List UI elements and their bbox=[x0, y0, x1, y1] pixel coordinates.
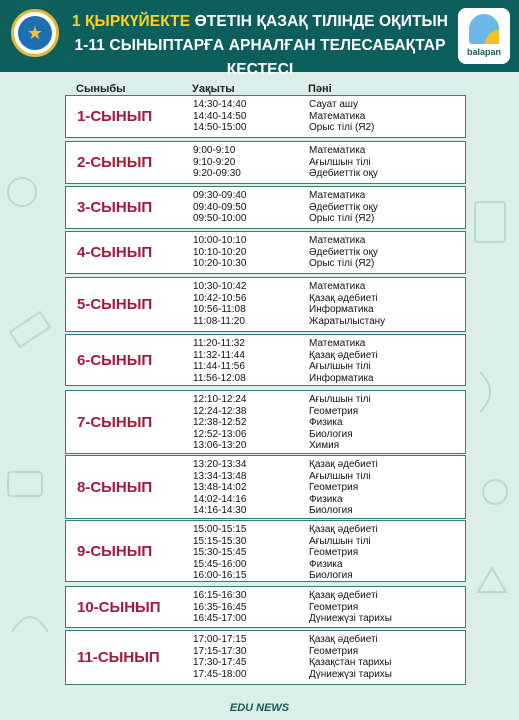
title-line-1 bbox=[70, 10, 450, 34]
subject: Информатика bbox=[309, 304, 374, 315]
subject: Ағылшын тілі bbox=[309, 361, 371, 372]
subject: Дүниежүзі тарихы bbox=[309, 668, 392, 680]
class-label: 5-СЫНЫП bbox=[77, 296, 153, 313]
subject-list bbox=[309, 99, 374, 134]
ministry-emblem bbox=[11, 9, 59, 57]
class-label: 9-СЫНЫП bbox=[77, 542, 153, 560]
time-list bbox=[193, 99, 246, 134]
subject: Ағылшын тілі bbox=[309, 470, 371, 482]
subject: Математика bbox=[309, 281, 366, 292]
time-slot: 14:02-14:16 bbox=[193, 493, 247, 505]
schedule-row-7 bbox=[65, 390, 466, 454]
time-list bbox=[193, 394, 246, 452]
subject-list bbox=[309, 145, 378, 180]
subject: Математика bbox=[309, 110, 366, 122]
subject: Орыс тілі (Я2) bbox=[309, 122, 375, 133]
subject: Геометрия bbox=[309, 601, 359, 613]
schedule-row-1 bbox=[65, 95, 466, 138]
schedule-row-11 bbox=[65, 630, 466, 685]
subject: Физика bbox=[309, 493, 343, 505]
time-slot: 9:00-9:10 bbox=[193, 145, 236, 156]
time-list bbox=[193, 459, 246, 517]
class-label: 7-СЫНЫП bbox=[77, 413, 153, 431]
schedule-row-3 bbox=[65, 186, 466, 229]
class-label: 3-СЫНЫП bbox=[77, 199, 153, 216]
time-list bbox=[193, 524, 246, 582]
time-slot: 10:00-10:10 bbox=[193, 235, 247, 246]
class-label: 1-СЫНЫП bbox=[77, 108, 153, 125]
subject: Әдебиеттік оқу bbox=[309, 201, 378, 213]
time-slot: 9:20-09:30 bbox=[193, 168, 241, 179]
time-slot: 14:30-14:40 bbox=[193, 99, 247, 110]
subject: Сауат ашу bbox=[309, 99, 358, 110]
emblem-star-icon: ★ bbox=[18, 16, 52, 50]
time-slot: 17:45-18:00 bbox=[193, 668, 247, 680]
subject: Математика bbox=[309, 145, 366, 156]
subject: Геометрия bbox=[309, 645, 359, 657]
title-date-highlight: 1 ҚЫРКҮЙЕКТЕ bbox=[71, 13, 191, 30]
time-slot: 09:30-09:40 bbox=[193, 190, 247, 201]
subject: Дүниежүзі тарихы bbox=[309, 613, 392, 624]
time-list bbox=[193, 145, 241, 180]
time-slot: 11:08-11:20 bbox=[193, 315, 245, 327]
balapan-logo-icon bbox=[469, 14, 499, 44]
class-label: 4-СЫНЫП bbox=[77, 244, 153, 261]
column-header-class: Сыныбы bbox=[76, 83, 126, 95]
subject: Әдебиеттік оқу bbox=[309, 168, 378, 179]
subject-list bbox=[309, 190, 378, 225]
time-list bbox=[193, 338, 246, 384]
schedule-row-6 bbox=[65, 334, 466, 386]
title-line-2: 1-11 СЫНЫПТАРҒА АРНАЛҒАН ТЕЛЕСАБАҚТАР КЕСТЕСІ bbox=[74, 37, 446, 78]
time-slot: 17:30-17:45 bbox=[193, 657, 247, 668]
schedule-row-8 bbox=[65, 455, 466, 519]
subject: Орыс тілі (Я2) bbox=[309, 258, 375, 269]
time-slot: 15:45-16:00 bbox=[193, 558, 247, 570]
subject-list bbox=[309, 338, 378, 384]
time-slot: 13:48-14:02 bbox=[193, 482, 247, 493]
class-label: 6-СЫНЫП bbox=[77, 351, 153, 369]
subject-list bbox=[309, 524, 378, 582]
subject: Геометрия bbox=[309, 482, 359, 493]
schedule-row-9 bbox=[65, 520, 466, 582]
balapan-logo-text: balapan bbox=[466, 47, 501, 57]
subject-list bbox=[309, 281, 385, 327]
time-slot: 11:44-11:56 bbox=[193, 361, 245, 372]
time-slot: 10:20-10:30 bbox=[193, 258, 247, 269]
subject: Математика bbox=[309, 235, 366, 246]
subject: Жаратылыстану bbox=[309, 315, 386, 327]
time-slot: 10:42-10:56 bbox=[193, 292, 247, 304]
subject: Геометрия bbox=[309, 405, 359, 417]
subject: Қазақ әдебиеті bbox=[309, 292, 378, 304]
subject: Информатика bbox=[309, 372, 374, 384]
header-banner bbox=[0, 0, 519, 78]
time-slot: 10:10-10:20 bbox=[193, 246, 247, 258]
class-label: 2-СЫНЫП bbox=[77, 154, 153, 171]
subject: Математика bbox=[309, 190, 366, 201]
subject-list bbox=[309, 590, 392, 625]
time-list bbox=[193, 190, 246, 225]
subject: Қазақ әдебиеті bbox=[309, 459, 378, 470]
subject: Физика bbox=[309, 417, 343, 428]
time-slot: 15:00-15:15 bbox=[193, 524, 247, 535]
subject: Биология bbox=[309, 428, 353, 440]
time-slot: 16:00-16:15 bbox=[193, 570, 247, 581]
time-slot: 17:15-17:30 bbox=[193, 645, 247, 657]
time-slot: 13:06-13:20 bbox=[193, 440, 247, 451]
time-slot: 13:20-13:34 bbox=[193, 459, 247, 470]
subject-list bbox=[309, 235, 378, 270]
schedule-row-2 bbox=[65, 141, 466, 184]
time-slot: 9:10-9:20 bbox=[193, 156, 236, 168]
time-slot: 11:56-12:08 bbox=[193, 372, 246, 384]
subject: Қазақ әдебиеті bbox=[309, 524, 378, 535]
schedule-row-4 bbox=[65, 231, 466, 274]
subject: Қазақ әдебиеті bbox=[309, 590, 378, 601]
subject-list bbox=[309, 634, 392, 680]
class-label: 8-СЫНЫП bbox=[77, 478, 153, 496]
time-list bbox=[193, 235, 246, 270]
time-slot: 17:00-17:15 bbox=[193, 634, 247, 645]
subject: Ағылшын тілі bbox=[309, 394, 371, 405]
subject: Химия bbox=[309, 440, 340, 451]
subject: Қазақ әдебиеті bbox=[309, 349, 378, 361]
subject: Биология bbox=[309, 570, 353, 581]
time-slot: 14:50-15:00 bbox=[193, 122, 247, 133]
time-slot: 16:45-17:00 bbox=[193, 613, 247, 624]
time-list bbox=[193, 590, 246, 625]
time-slot: 11:20-11:32 bbox=[193, 338, 245, 349]
time-slot: 12:10-12:24 bbox=[193, 394, 247, 405]
schedule-row-10 bbox=[65, 586, 466, 628]
time-slot: 15:30-15:45 bbox=[193, 547, 247, 558]
subject-list bbox=[309, 394, 371, 452]
time-slot: 09:40-09:50 bbox=[193, 201, 247, 213]
class-label: 10-СЫНЫП bbox=[77, 598, 161, 616]
column-header-subject: Пәні bbox=[308, 83, 332, 95]
time-slot: 11:32-11:44 bbox=[193, 349, 245, 361]
subject: Геометрия bbox=[309, 547, 359, 558]
time-slot: 12:24-12:38 bbox=[193, 405, 247, 417]
subject: Қазақстан тарихы bbox=[309, 657, 392, 668]
balapan-logo bbox=[458, 8, 510, 64]
time-slot: 16:15-16:30 bbox=[193, 590, 247, 601]
subject: Ағылшын тілі bbox=[309, 156, 371, 168]
schedule-row-5 bbox=[65, 277, 466, 332]
subject: Орыс тілі (Я2) bbox=[309, 213, 375, 224]
class-label: 11-СЫНЫП bbox=[77, 649, 160, 666]
time-slot: 10:30-10:42 bbox=[193, 281, 247, 292]
time-slot: 12:38-12:52 bbox=[193, 417, 247, 428]
subject: Математика bbox=[309, 338, 366, 349]
subject: Биология bbox=[309, 505, 353, 516]
time-slot: 10:56-11:08 bbox=[193, 304, 246, 315]
footer-brand: EDU NEWS bbox=[229, 702, 290, 714]
title-line-1-text: ӨТЕТІН ҚАЗАҚ ТІЛІНДЕ ОҚИТЫН bbox=[190, 13, 449, 30]
subject: Физика bbox=[309, 558, 343, 570]
time-slot: 13:34-13:48 bbox=[193, 470, 247, 482]
time-slot: 15:15-15:30 bbox=[193, 535, 247, 547]
time-slot: 09:50-10:00 bbox=[193, 213, 247, 224]
subject: Қазақ әдебиеті bbox=[309, 634, 378, 645]
time-list bbox=[193, 634, 246, 680]
time-slot: 12:52-13:06 bbox=[193, 428, 247, 440]
subject: Ағылшын тілі bbox=[309, 535, 371, 547]
time-slot: 16:35-16:45 bbox=[193, 601, 247, 613]
column-header-time: Уақыты bbox=[192, 83, 235, 95]
time-slot: 14:40-14:50 bbox=[193, 110, 247, 122]
subject: Әдебиеттік оқу bbox=[309, 246, 378, 258]
subject-list bbox=[309, 459, 378, 517]
time-slot: 14:16-14:30 bbox=[193, 505, 247, 516]
time-list bbox=[193, 281, 246, 327]
